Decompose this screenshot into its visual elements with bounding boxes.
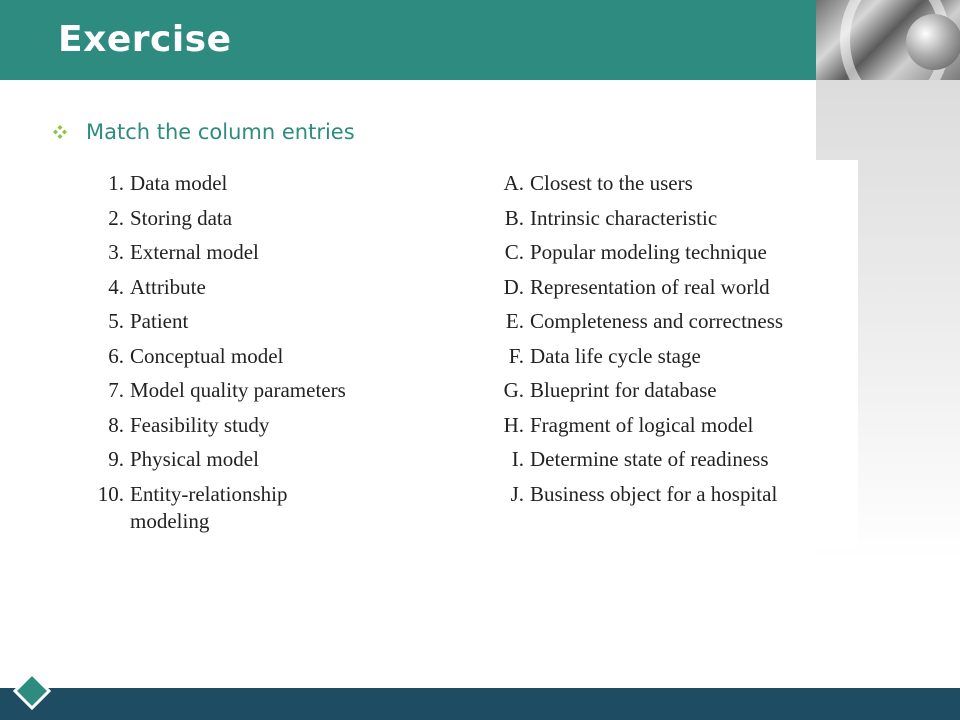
item-number: 5. [108, 309, 124, 333]
item-text: Conceptual model [130, 343, 284, 368]
item-number: 1. [108, 171, 124, 195]
right-item [490, 205, 850, 240]
item-text: Feasibility study [130, 412, 270, 437]
item-letter: H. [503, 412, 524, 437]
item-letter: J. [510, 481, 524, 506]
item-number: 4. [108, 274, 124, 299]
left-column [84, 170, 464, 535]
right-item [490, 239, 850, 274]
right-item [490, 308, 850, 343]
right-column [490, 170, 850, 515]
item-letter: G. [503, 378, 524, 402]
item-text-continuation: modeling [130, 509, 210, 533]
item-letter: F. [508, 343, 524, 368]
four-diamond-bullet-icon [52, 124, 68, 140]
left-item [84, 170, 464, 205]
item-text: Determine state of readiness [530, 447, 769, 471]
left-item [84, 205, 464, 240]
left-item [84, 446, 464, 481]
slide-subtitle: Match the column entries [86, 120, 355, 144]
item-letter: A. [503, 171, 524, 195]
right-item [490, 170, 850, 205]
item-number: 6. [108, 343, 124, 368]
left-item [84, 412, 464, 447]
item-letter: D. [503, 274, 524, 299]
item-text: Fragment of logical model [530, 412, 754, 437]
item-text: Entity-relationship [130, 481, 288, 506]
item-number: 3. [108, 240, 124, 264]
item-text: Closest to the users [530, 171, 693, 195]
slide-title: Exercise [58, 19, 232, 60]
left-item [84, 377, 464, 412]
item-text: Completeness and correctness [530, 309, 784, 333]
item-letter: B. [504, 205, 524, 230]
right-item [490, 377, 850, 412]
item-text: Attribute [130, 274, 206, 299]
item-text: External model [130, 240, 259, 264]
item-number: 8. [108, 412, 124, 437]
decorative-corner-image [816, 0, 960, 80]
item-text: Patient [130, 309, 189, 333]
right-item [490, 343, 850, 378]
diamond-logo-icon [13, 672, 51, 710]
item-number: 7. [108, 378, 124, 402]
item-text: Data life cycle stage [530, 343, 701, 368]
item-letter: I. [511, 447, 524, 471]
item-letter: E. [505, 309, 524, 333]
right-item [490, 446, 850, 481]
item-text: Storing data [130, 205, 233, 230]
right-item [490, 412, 850, 447]
item-text: Blueprint for database [530, 378, 717, 402]
left-item [84, 308, 464, 343]
item-letter: C. [504, 240, 524, 264]
item-text: Representation of real world [530, 274, 770, 299]
left-item [84, 343, 464, 378]
left-item [84, 239, 464, 274]
item-text: Model quality parameters [130, 378, 346, 402]
item-text: Data model [130, 171, 228, 195]
item-text: Physical model [130, 447, 259, 471]
right-item [490, 274, 850, 309]
title-bar [0, 0, 816, 80]
item-text: Intrinsic characteristic [530, 205, 718, 230]
item-number: 2. [108, 205, 124, 230]
item-text: Popular modeling technique [530, 240, 767, 264]
item-number: 9. [108, 447, 124, 471]
decorative-sphere [906, 14, 960, 70]
item-number: 10. [97, 481, 124, 506]
item-text: Business object for a hospital [530, 481, 778, 506]
footer-bar [0, 688, 960, 720]
right-item [490, 481, 850, 516]
left-item [84, 274, 464, 309]
